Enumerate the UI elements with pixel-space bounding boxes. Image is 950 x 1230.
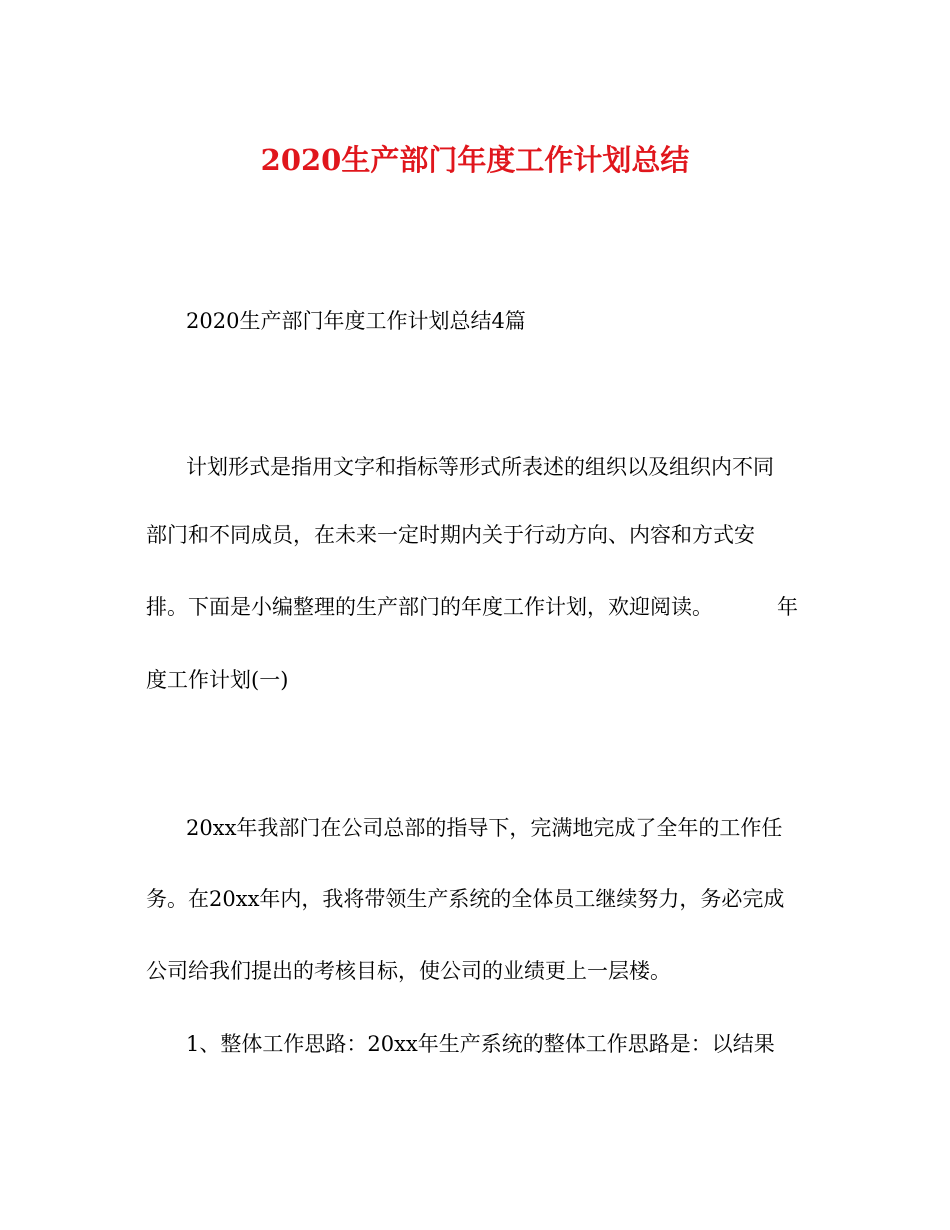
paragraph-line: 1、整体工作思路：20xx年生产系统的整体工作思路是：以结果 xyxy=(186,1032,775,1056)
paragraph-line: 务。在20xx年内，我将带领生产系统的全体员工继续努力，务必完成 xyxy=(146,887,785,911)
paragraph-line: 度工作计划(一) xyxy=(146,668,289,692)
paragraph-line: 20xx年我部门在公司总部的指导下，完满地完成了全年的工作任 xyxy=(186,816,783,840)
document-title: 2020生产部门年度工作计划总结 xyxy=(260,143,690,177)
paragraph-line: 排。下面是小编整理的生产部门的年度工作计划，欢迎阅读。 xyxy=(146,595,713,619)
paragraph-line: 部门和不同成员，在未来一定时期内关于行动方向、内容和方式安 xyxy=(146,523,755,547)
paragraph-line: 计划形式是指用文字和指标等形式所表述的组织以及组织内不同 xyxy=(186,455,774,479)
document-subtitle: 2020生产部门年度工作计划总结4篇 xyxy=(186,309,526,333)
paragraph-line: 年 xyxy=(777,595,798,619)
paragraph-line: 公司给我们提出的考核目标，使公司的业绩更上一层楼。 xyxy=(146,959,671,983)
